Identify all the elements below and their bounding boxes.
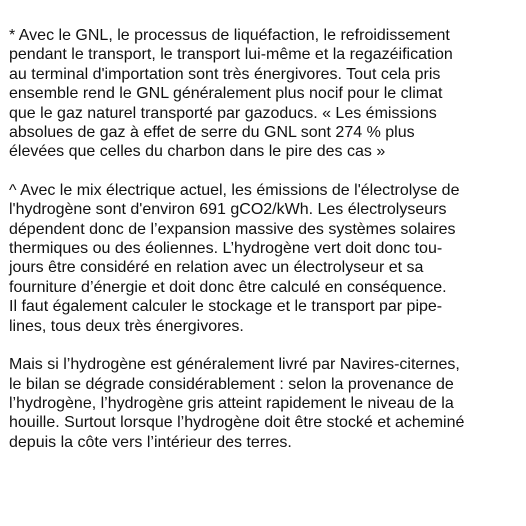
text-line: fourniture d’énergie et doit donc être calculé en conséquence. — [9, 278, 447, 296]
text-line: que le gaz naturel transporté par gazoducs. « Les émissions — [9, 104, 437, 122]
document-page — [9, 26, 521, 471]
paragraph-gnl-footnote — [9, 26, 521, 162]
text-line: ensemble rend le GNL généralement plus nocif pour le climat — [9, 85, 443, 103]
text-line: ^ Avec le mix électrique actuel, les émissions de l'électrolyse de — [9, 181, 460, 199]
text-line: Il faut également calculer le stockage et le transport par pipe- — [9, 298, 443, 316]
text-line: l'hydrogène sont d'environ 691 gCO2/kWh. Les électrolyseurs — [9, 201, 447, 219]
text-line: au terminal d'importation sont très énergivores. Tout cela pris — [9, 65, 441, 83]
text-line: absolues de gaz à effet de serre du GNL sont 274 % plus — [9, 124, 415, 142]
text-line: élevées que celles du charbon dans le pire des cas » — [9, 143, 386, 161]
text-line: houille. Surtout lorsque l’hydrogène doit être stocké et acheminé — [9, 414, 465, 432]
text-line: depuis la côte vers l’intérieur des terres. — [9, 433, 292, 451]
text-line: Mais si l’hydrogène est généralement livré par Navires-citernes, — [9, 356, 460, 374]
text-line: thermiques ou des éoliennes. L’hydrogène vert doit donc tou- — [9, 240, 443, 258]
paragraph-hydrogen-footnote — [9, 181, 521, 336]
text-line: dépendent donc de l’expansion massive des systèmes solaires — [9, 220, 456, 238]
text-line: lines, tous deux très énergivores. — [9, 317, 244, 335]
text-line: jours être considéré en relation avec un électrolyseur et sa — [9, 259, 424, 277]
text-line: l’hydrogène, l’hydrogène gris atteint rapidement le niveau de la — [9, 394, 454, 412]
paragraph-hydrogen-shipping — [9, 355, 521, 452]
text-line: * Avec le GNL, le processus de liquéfaction, le refroidissement — [9, 27, 450, 44]
text-line: pendant le transport, le transport lui-même et la regazéification — [9, 46, 453, 64]
text-line: le bilan se dégrade considérablement : selon la provenance de — [9, 375, 454, 393]
